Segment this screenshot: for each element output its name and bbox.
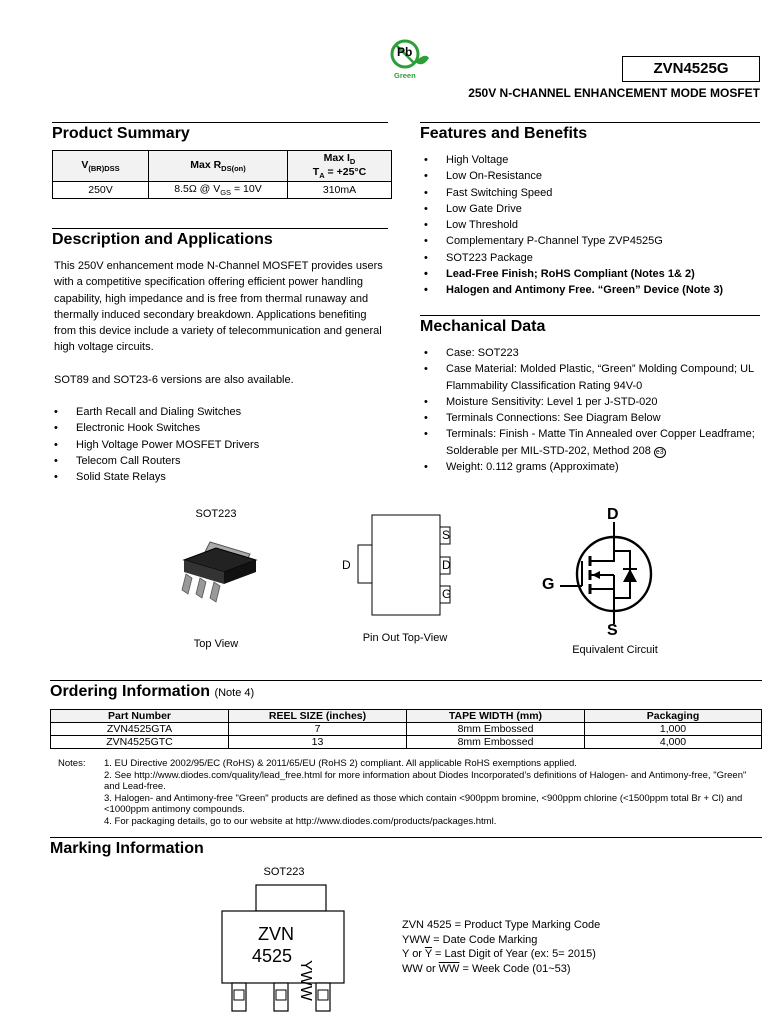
list-item: • Low On-Resistance bbox=[424, 168, 764, 184]
ord-cell: 4,000 bbox=[585, 736, 762, 749]
legend-line: YWW = Date Code Marking bbox=[402, 933, 538, 946]
circuit-caption: Equivalent Circuit bbox=[572, 644, 658, 656]
note-item: 1. EU Directive 2002/95/EC (RoHS) & 2011/65/EU (RoHS 2) compliant. All applicable RoHS exemptions applied. bbox=[104, 758, 577, 769]
applications-list bbox=[54, 404, 390, 485]
header-max-rds: Max $R_{DS(on)}$ bbox=[149, 151, 288, 182]
pin-label-g: G bbox=[442, 587, 452, 601]
list-item: • SOT223 Package bbox=[424, 250, 764, 266]
header-vbrdss: $V_{(BR)DSS}$ bbox=[53, 151, 149, 182]
list-item: • Telecom Call Routers bbox=[54, 453, 390, 469]
part-number-box: ZVN4525G bbox=[622, 56, 760, 82]
ord-header: TAPE WIDTH (mm) bbox=[407, 710, 585, 723]
list-item: • Halogen and Antimony Free. “Green” Device (Note 3) bbox=[424, 282, 764, 298]
pin-label-d: D bbox=[442, 558, 451, 572]
list-item: • Solid State Relays bbox=[54, 469, 390, 485]
equivalent-circuit bbox=[540, 506, 690, 646]
ordering-table bbox=[50, 709, 762, 749]
green-logo bbox=[385, 38, 433, 84]
mechanical-title: Mechanical Data bbox=[420, 315, 760, 336]
note-item: 2. See http://www.diodes.com/quality/lead_free.html for more information about Diodes Incorporated’s definitions of Halogen- and Antimony-free, "Green" and Lead-free. bbox=[104, 769, 747, 792]
e3-symbol: e3 bbox=[655, 448, 664, 456]
marking-title: Marking Information bbox=[50, 837, 762, 858]
marking-sot-label: SOT223 bbox=[263, 866, 305, 878]
terminals-text: Terminals: Finish - Matte Tin Annealed over Copper Leadframe; Solderable per MIL-STD-202, Method 208 bbox=[446, 428, 755, 457]
ord-cell: ZVN4525GTC bbox=[51, 736, 229, 749]
list-item: • Fast Switching Speed bbox=[424, 185, 764, 201]
note-item: 4. For packaging details, go to our website at http://www.diodes.com/products/packages.html. bbox=[104, 815, 497, 827]
list-item: • Moisture Sensitivity: Level 1 per J-STD-020 bbox=[424, 394, 764, 410]
logo-lead-text: Pb bbox=[397, 45, 413, 59]
notes-list bbox=[104, 758, 764, 827]
ord-cell: 8mm Embossed bbox=[407, 736, 585, 749]
pinout-caption: Pin Out Top-View bbox=[362, 632, 448, 644]
list-item: • High Voltage Power MOSFET Drivers bbox=[54, 437, 390, 453]
circuit-source-label: S bbox=[607, 622, 618, 639]
chip-date-code: YWW bbox=[297, 960, 314, 1001]
mechanical-list bbox=[424, 345, 764, 475]
description-title: Description and Applications bbox=[52, 228, 388, 249]
circuit-drain-label: D bbox=[607, 506, 619, 523]
chip-marking-line2: 4525 bbox=[252, 946, 293, 966]
cell-id: 310mA bbox=[288, 182, 392, 199]
ordering-title bbox=[50, 680, 762, 701]
legend-line: Y or $\overline{Y}$ = Last Digit of Year (ex: 5= 2015) bbox=[402, 948, 596, 960]
cell-rds: 8.5Ω @ $V_{GS} = 10V$ bbox=[149, 182, 288, 199]
list-item: • Earth Recall and Dialing Switches bbox=[54, 404, 390, 420]
legend-line: WW or $\overline{WW}$ = Week Code (01~53) bbox=[402, 962, 571, 975]
list-item: • Low Threshold bbox=[424, 217, 764, 233]
list-item: • Lead-Free Finish; RoHS Compliant (Notes 1& 2) bbox=[424, 266, 764, 282]
list-item: • Weight: 0.112 grams (Approximate) bbox=[424, 459, 764, 475]
ord-header: REEL SIZE (inches) bbox=[229, 710, 407, 723]
note-item: 3. Halogen- and Antimony-free "Green" products are defined as those which contain <900ppm bromine, <900ppm chlorine (<1500ppm total Br + Cl) and <1000ppm antimony compounds. bbox=[104, 792, 743, 815]
circuit-gate-label: G bbox=[542, 576, 555, 593]
header-max-id: Max $I_D$ $T_A = +25^\circ C$ bbox=[288, 151, 392, 182]
chip-marking-line1: ZVN bbox=[258, 924, 294, 944]
ord-header: Packaging bbox=[585, 710, 762, 723]
list-item: • Case: SOT223 bbox=[424, 345, 764, 361]
ordering-note-ref: (Note 4) bbox=[214, 687, 255, 699]
ord-cell: 1,000 bbox=[585, 723, 762, 736]
table-row bbox=[51, 723, 762, 736]
product-summary-title: Product Summary bbox=[52, 122, 388, 143]
pinout-diagram bbox=[338, 514, 458, 618]
ord-header: Part Number bbox=[51, 710, 229, 723]
features-list bbox=[424, 152, 764, 299]
ord-cell: 13 bbox=[229, 736, 407, 749]
marking-package-drawing bbox=[218, 884, 348, 1018]
top-view-caption: Top View bbox=[193, 638, 239, 650]
document-subtitle: 250V N-CHANNEL ENHANCEMENT MODE MOSFET bbox=[468, 86, 760, 100]
legend-line: ZVN 4525 = Product Type Marking Code bbox=[402, 919, 601, 931]
table-row bbox=[51, 736, 762, 749]
package-image bbox=[160, 532, 280, 612]
list-item: • Complementary P-Channel Type ZVP4525G bbox=[424, 233, 764, 249]
list-item bbox=[424, 426, 764, 459]
features-title: Features and Benefits bbox=[420, 122, 760, 143]
sot223-label: SOT223 bbox=[195, 508, 237, 520]
list-item: • Electronic Hook Switches bbox=[54, 420, 390, 436]
cell-vbrdss: 250V bbox=[53, 182, 149, 199]
list-item: • Terminals Connections: See Diagram Below bbox=[424, 410, 764, 426]
list-item: • Low Gate Drive bbox=[424, 201, 764, 217]
logo-caption: Green bbox=[394, 71, 416, 80]
description-paragraph: This 250V enhancement mode N-Channel MOSFET provides users with a competitive specification offering efficient power handling capability, high impedance and is free from thermal runaway and thermally induced secondary breakdown. Applications benefiting from this device include a variety of telecommunication and general high voltage circuits. bbox=[54, 260, 383, 354]
pin-label-left: D bbox=[342, 558, 351, 572]
product-summary-table bbox=[52, 150, 392, 199]
ord-cell: 7 bbox=[229, 723, 407, 736]
ordering-title-text: Ordering Information bbox=[50, 683, 210, 700]
pin-label-s: S bbox=[442, 528, 451, 542]
marking-legend bbox=[402, 918, 762, 976]
list-item: • High Voltage bbox=[424, 152, 764, 168]
ord-cell: ZVN4525GTA bbox=[51, 723, 229, 736]
description-versions: SOT89 and SOT23-6 versions are also available. bbox=[54, 374, 294, 386]
ord-cell: 8mm Embossed bbox=[407, 723, 585, 736]
notes-label: Notes: bbox=[58, 758, 86, 769]
list-item: • Case Material: Molded Plastic, “Green” Molding Compound; UL Flammability Classification Rating 94V-0 bbox=[424, 361, 764, 394]
